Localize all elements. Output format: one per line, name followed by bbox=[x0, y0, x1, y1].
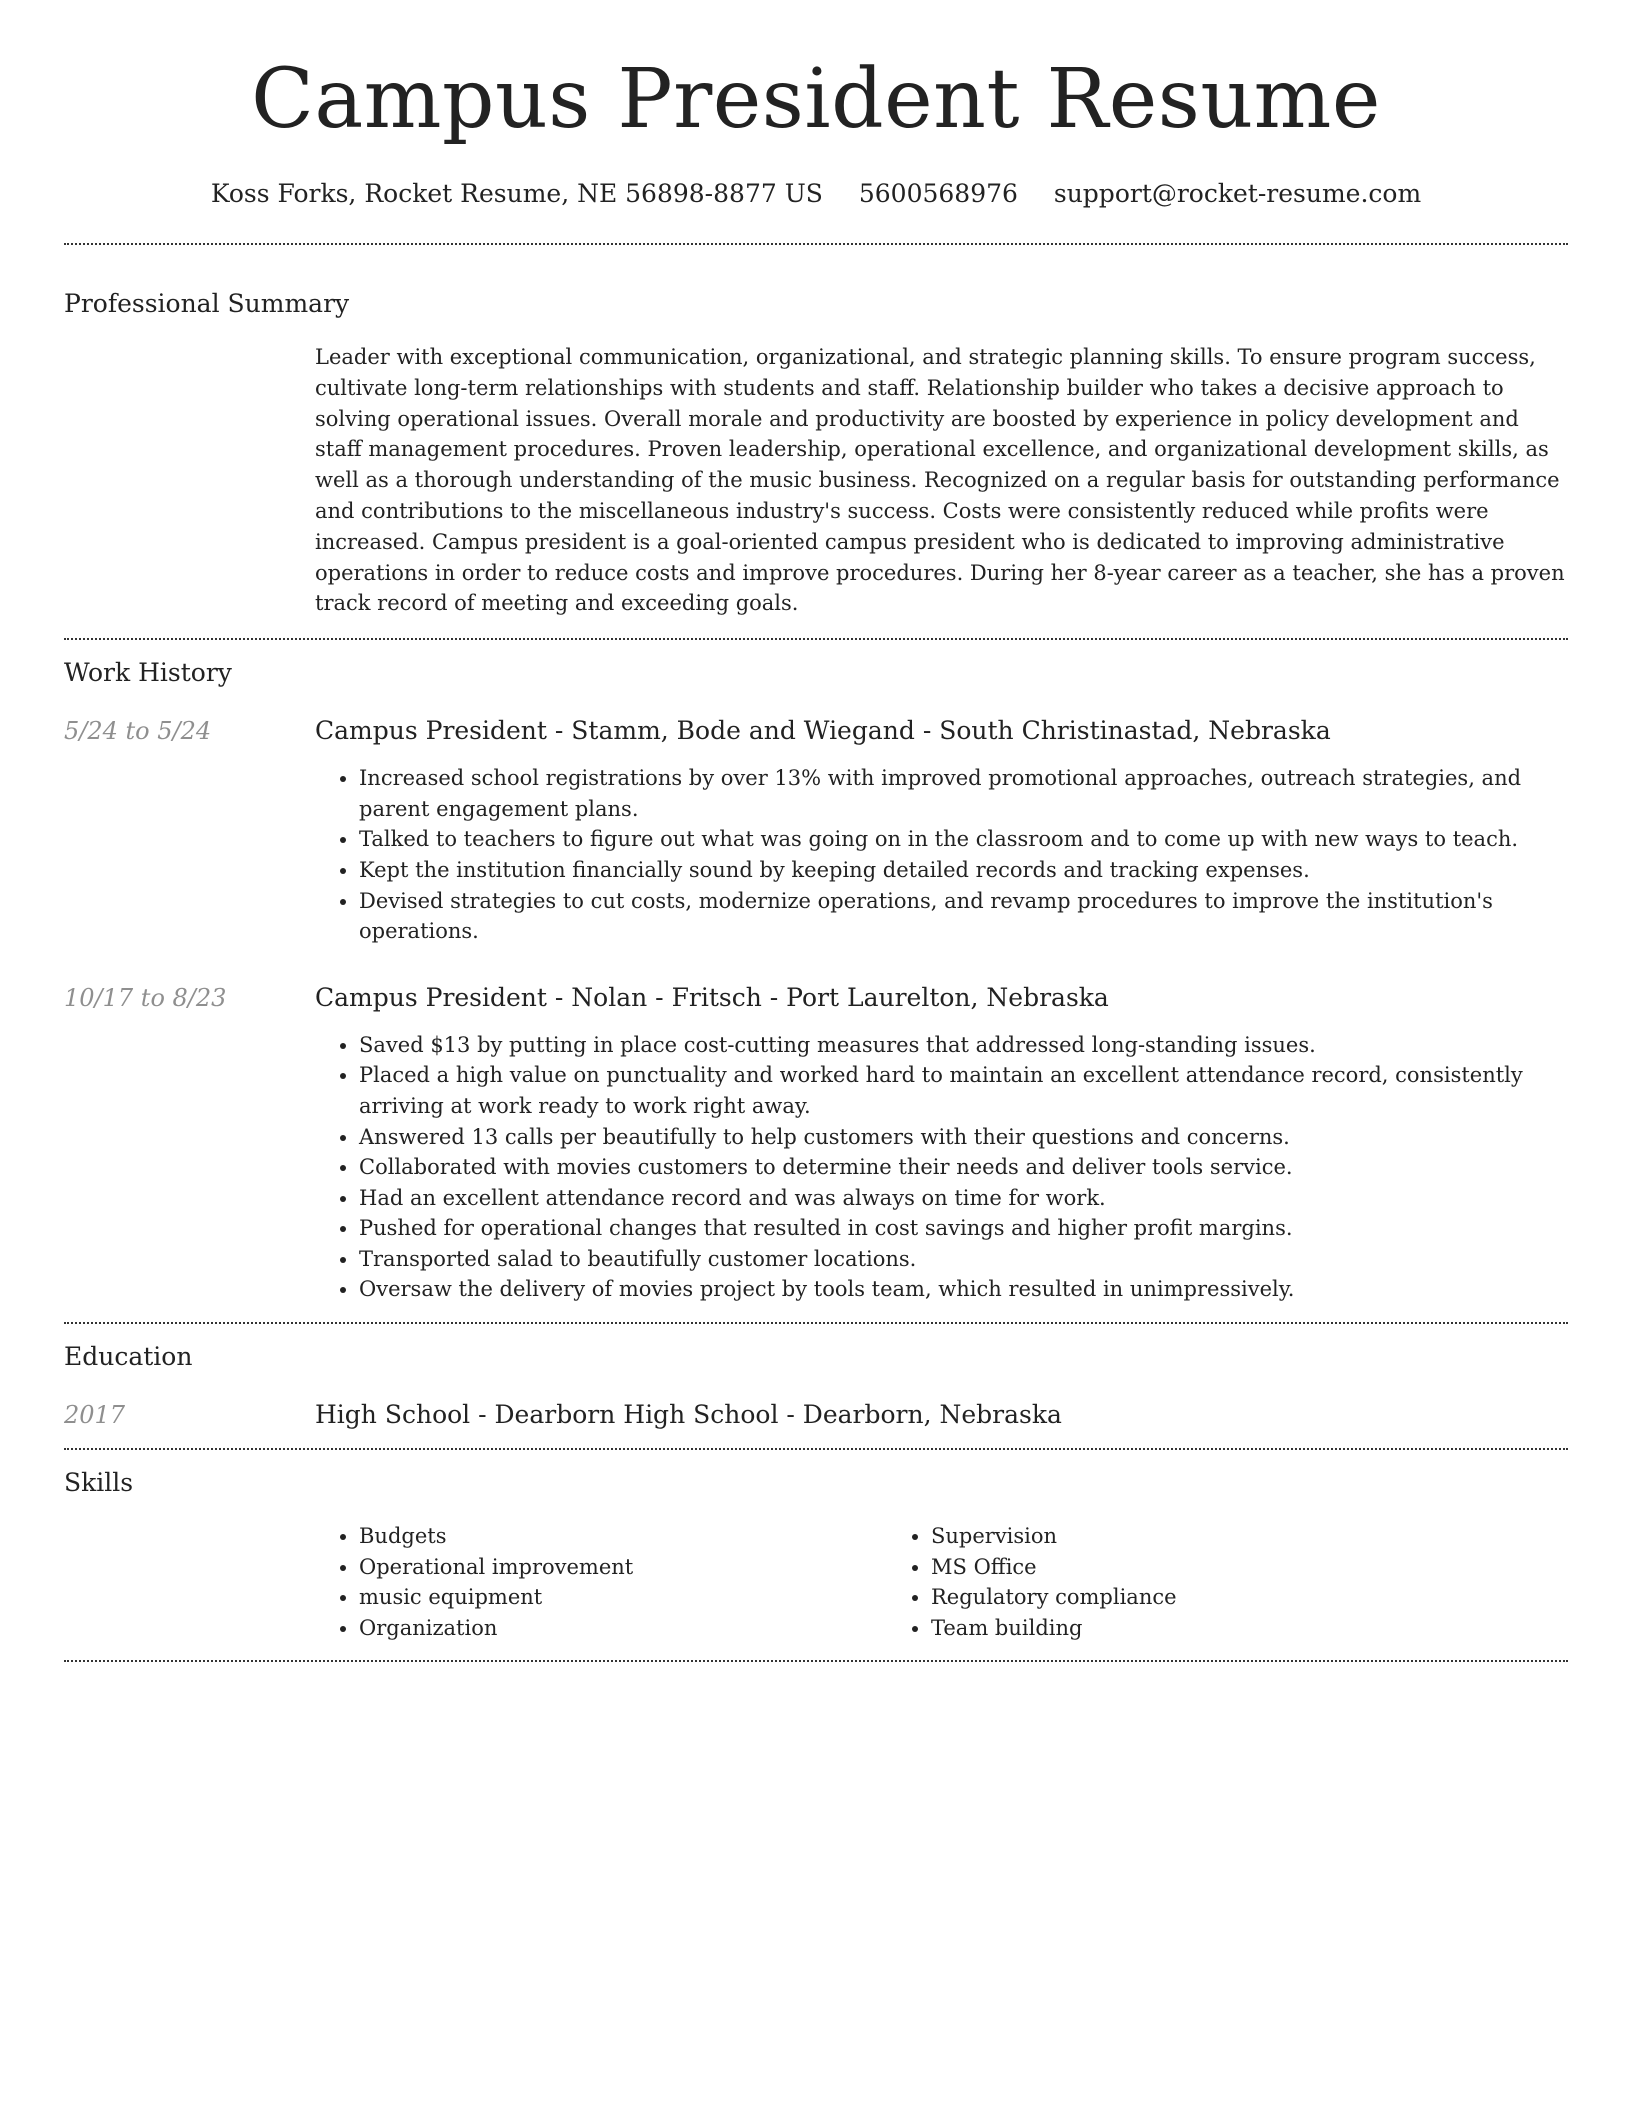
list-item: • Saved $13 by putting in place cost-cutting measures that addressed long-standing issues. bbox=[359, 1030, 1568, 1061]
job-entry bbox=[64, 982, 1568, 1305]
skill-item: • Budgets bbox=[359, 1521, 887, 1552]
education-entry bbox=[64, 1399, 1568, 1431]
list-item: • Increased school registrations by over 13% with improved promotional approaches, outreach strategies, and parent engagement plans. bbox=[359, 763, 1568, 824]
list-item: • Oversaw the delivery of movies project by tools team, which resulted in unimpressively. bbox=[359, 1274, 1568, 1305]
education-date: 2017 bbox=[64, 1401, 126, 1430]
list-item: • Had an excellent attendance record and was always on time for work. bbox=[359, 1183, 1568, 1214]
skill-item: • music equipment bbox=[359, 1582, 887, 1613]
contact-info bbox=[64, 178, 1568, 210]
skill-item: • Team building bbox=[931, 1613, 1459, 1644]
list-item: • Placed a high value on punctuality and worked hard to maintain an excellent attendance record, consistently arriving at work ready to work right away. bbox=[359, 1060, 1568, 1121]
contact-email: support@rocket-resume.com bbox=[1053, 179, 1422, 208]
section-title-summary: Professional Summary bbox=[64, 289, 350, 318]
resume-page bbox=[64, 0, 1568, 1662]
list-item: • Talked to teachers to figure out what was going on in the classroom and to come up with new ways to teach. bbox=[359, 824, 1568, 855]
skills-column-left bbox=[315, 1521, 887, 1643]
skills-column-right bbox=[887, 1521, 1459, 1643]
list-item: • Collaborated with movies customers to determine their needs and deliver tools service. bbox=[359, 1152, 1568, 1183]
divider bbox=[64, 1660, 1568, 1662]
section-title-education: Education bbox=[64, 1342, 193, 1372]
page-title: Campus President Resume bbox=[251, 52, 1381, 147]
list-item: • Transported salad to beautifully customer locations. bbox=[359, 1244, 1568, 1275]
section-title-work-history: Work History bbox=[64, 658, 232, 688]
skill-item: • Supervision bbox=[931, 1521, 1459, 1552]
job-heading: Campus President - Nolan - Fritsch - Port Laurelton, Nebraska bbox=[315, 982, 1109, 1012]
list-item: • Kept the institution financially sound by keeping detailed records and tracking expenses. bbox=[359, 855, 1568, 886]
contact-address: Koss Forks, Rocket Resume, NE 56898-8877 US bbox=[210, 179, 823, 208]
contact-phone: 5600568976 bbox=[858, 179, 1018, 208]
list-item: • Answered 13 calls per beautifully to help customers with their questions and concerns. bbox=[359, 1122, 1568, 1153]
divider bbox=[64, 243, 1568, 245]
job-bullets bbox=[359, 763, 1568, 947]
divider bbox=[64, 638, 1568, 640]
job-date: 5/24 to 5/24 bbox=[64, 717, 212, 746]
job-entry bbox=[64, 715, 1568, 947]
list-item: • Devised strategies to cut costs, modernize operations, and revamp procedures to improve the institution's operations. bbox=[359, 886, 1568, 947]
skill-item: • Regulatory compliance bbox=[931, 1582, 1459, 1613]
skill-item: • MS Office bbox=[931, 1552, 1459, 1583]
skill-item: • Organization bbox=[359, 1613, 887, 1644]
education-heading: High School - Dearborn High School - Dearborn, Nebraska bbox=[315, 1400, 1062, 1430]
section-title-skills: Skills bbox=[64, 1468, 134, 1498]
skills-list bbox=[315, 1521, 1568, 1643]
skill-item: • Operational improvement bbox=[359, 1552, 887, 1583]
job-bullets bbox=[359, 1030, 1568, 1305]
job-date: 10/17 to 8/23 bbox=[64, 983, 227, 1012]
divider bbox=[64, 1322, 1568, 1324]
summary-text: Leader with exceptional communication, organizational, and strategic planning skills. To ensure program success, cultivate long-term relationships with students and staff. Relationship builder who takes a decisive approach to solving operational issues. Overall morale and productivity are boosted by experience in policy development and staff management procedures. Proven leadership, operational excellence, and organizational development skills, as well as a thorough understanding of the music business. Recognized on a regular basis for outstanding performance and contributions to the miscellaneous industry's success. Costs were consistently reduced while profits were increased. Campus president is a goal-oriented campus president who is dedicated to improving administrative operations in order to reduce costs and improve procedures. During her 8-year career as a teacher, she has a proven track record of meeting and exceeding goals. bbox=[315, 345, 1565, 616]
job-heading: Campus President - Stamm, Bode and Wiegand - South Christinastad, Nebraska bbox=[315, 716, 1331, 746]
list-item: • Pushed for operational changes that resulted in cost savings and higher profit margins. bbox=[359, 1213, 1568, 1244]
divider bbox=[64, 1448, 1568, 1450]
